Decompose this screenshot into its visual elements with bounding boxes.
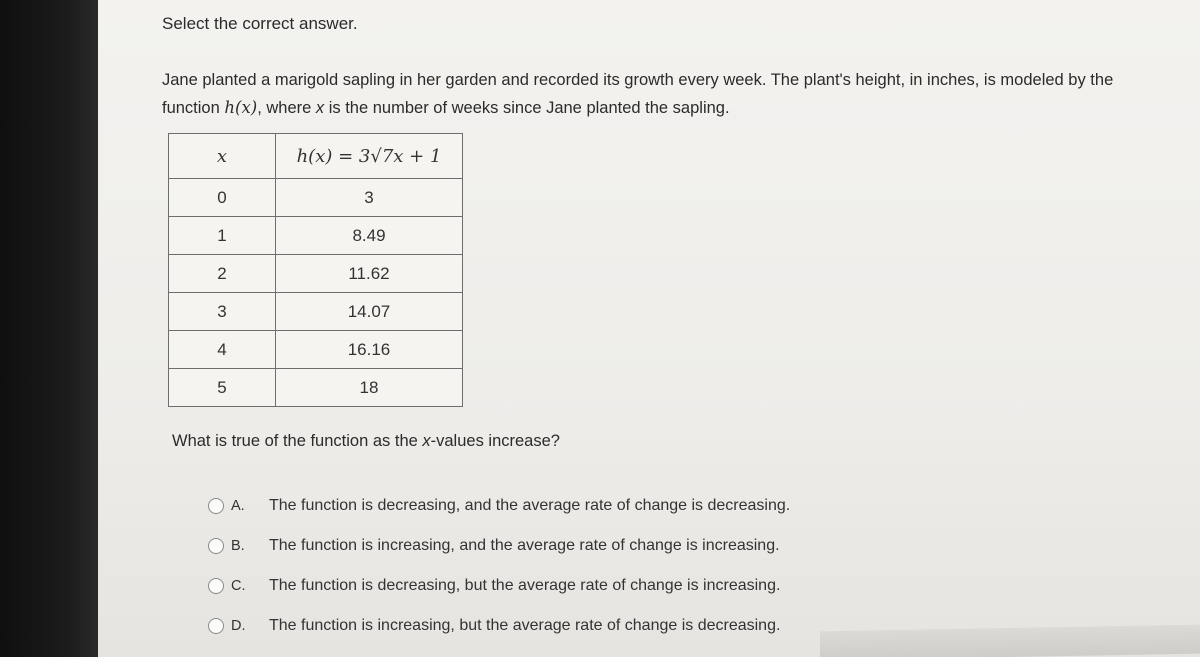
table-row — [169, 293, 463, 331]
option-text: The function is decreasing, and the average rate of change is decreasing. — [269, 497, 791, 514]
cell-x: 5 — [169, 369, 276, 407]
radio-button-c[interactable] — [208, 578, 224, 594]
option-b[interactable] — [208, 526, 790, 566]
answer-options — [208, 486, 790, 646]
option-a[interactable] — [208, 486, 790, 526]
table-row — [169, 255, 463, 293]
cell-h: 8.49 — [276, 217, 463, 255]
radio-button-b[interactable] — [208, 538, 224, 554]
option-text: The function is increasing, but the average rate of change is decreasing. — [269, 617, 781, 634]
prompt-text-2: , where — [257, 99, 316, 117]
option-text: The function is increasing, and the average rate of change is increasing. — [269, 537, 780, 554]
option-c[interactable] — [208, 566, 790, 606]
function-name: h(x) — [224, 98, 258, 117]
option-text: The function is decreasing, but the average rate of change is increasing. — [269, 577, 781, 594]
cell-x: 2 — [169, 255, 276, 293]
cell-h: 16.16 — [276, 331, 463, 369]
table-row — [169, 179, 463, 217]
option-letter: C. — [231, 578, 246, 594]
prompt-text-3: is the number of weeks since Jane planted the sapling. — [324, 99, 730, 117]
prompt-text-1: Jane planted a marigold sapling in her garden and recorded its growth every week. The plant's height, in inches, is modeled by the function — [162, 71, 1114, 117]
cell-x: 3 — [169, 293, 276, 331]
question-text: What is true of the function as the x-values increase? — [172, 432, 560, 450]
header-x: x — [169, 134, 276, 179]
table-row — [169, 331, 463, 369]
table-row — [169, 217, 463, 255]
cell-h: 14.07 — [276, 293, 463, 331]
prompt-variable: x — [315, 99, 325, 117]
device-bezel — [0, 0, 98, 657]
radio-button-a[interactable] — [208, 498, 224, 514]
option-letter: B. — [231, 538, 245, 554]
table-header-row — [169, 134, 463, 179]
cell-h: 3 — [276, 179, 463, 217]
cell-h: 11.62 — [276, 255, 463, 293]
cell-h: 18 — [276, 369, 463, 407]
table-row — [169, 369, 463, 407]
option-letter: D. — [231, 618, 246, 634]
option-letter: A. — [231, 498, 245, 514]
question-prompt — [162, 66, 1172, 122]
instruction-text: Select the correct answer. — [162, 14, 358, 33]
radio-button-d[interactable] — [208, 618, 224, 634]
cell-x: 0 — [169, 179, 276, 217]
values-table — [168, 133, 463, 407]
screen-edge — [820, 625, 1200, 657]
cell-x: 1 — [169, 217, 276, 255]
option-d[interactable] — [208, 606, 790, 646]
cell-x: 4 — [169, 331, 276, 369]
header-h: h(x) = 3√7x + 1 — [276, 134, 463, 179]
